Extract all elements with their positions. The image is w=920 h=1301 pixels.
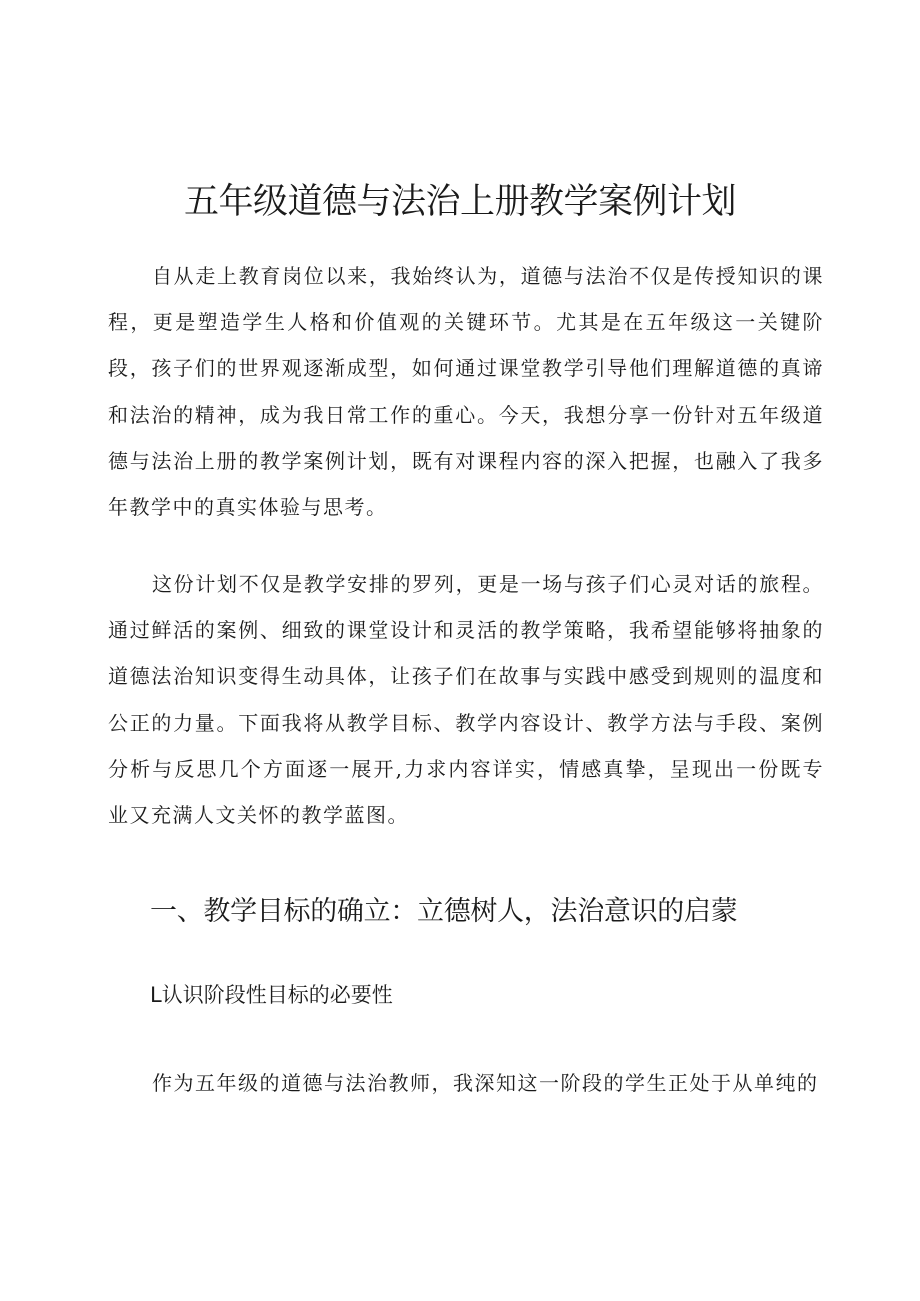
sub-heading-1: L认识阶段性目标的必要性 <box>150 983 393 1007</box>
intro-paragraph-1: 自从走上教育岗位以来，我始终认为，道德与法治不仅是传授知识的课程，更是塑造学生人格和价值观的关键环节。尤其是在五年级这一关键阶段，孩子们的世界观逐渐成型，如何通过课堂教学引导他们理解道德的真谛和法治的精神，成为我日常工作的重心。今天，我想分享一份针对五年级道德与法治上册的教学案例计划，既有对课程内容的深入把握，也融入了我多年教学中的真实体验与思考。 <box>108 264 824 520</box>
body-paragraph: 作为五年级的道德与法治教师，我深知这一阶段的学生正处于从单纯的 <box>152 1071 819 1095</box>
intro-paragraph-2: 这份计划不仅是教学安排的罗列，更是一场与孩子们心灵对话的旅程。通过鲜活的案例、细致的课堂设计和灵活的教学策略，我希望能够将抽象的道德法治知识变得生动具体，让孩子们在故事与实践中感受到规则的温度和公正的力量。下面我将从教学目标、教学内容设计、教学方法与手段、案例分析与反思几个方面逐一展开,力求内容详实，情感真挚，呈现出一份既专业又充满人文关怀的教学蓝图。 <box>108 572 824 828</box>
section-heading-1: 一、教学目标的确立：立德树人，法治意识的启蒙 <box>150 896 738 927</box>
document-title: 五年级道德与法治上册教学案例计划 <box>183 182 736 222</box>
